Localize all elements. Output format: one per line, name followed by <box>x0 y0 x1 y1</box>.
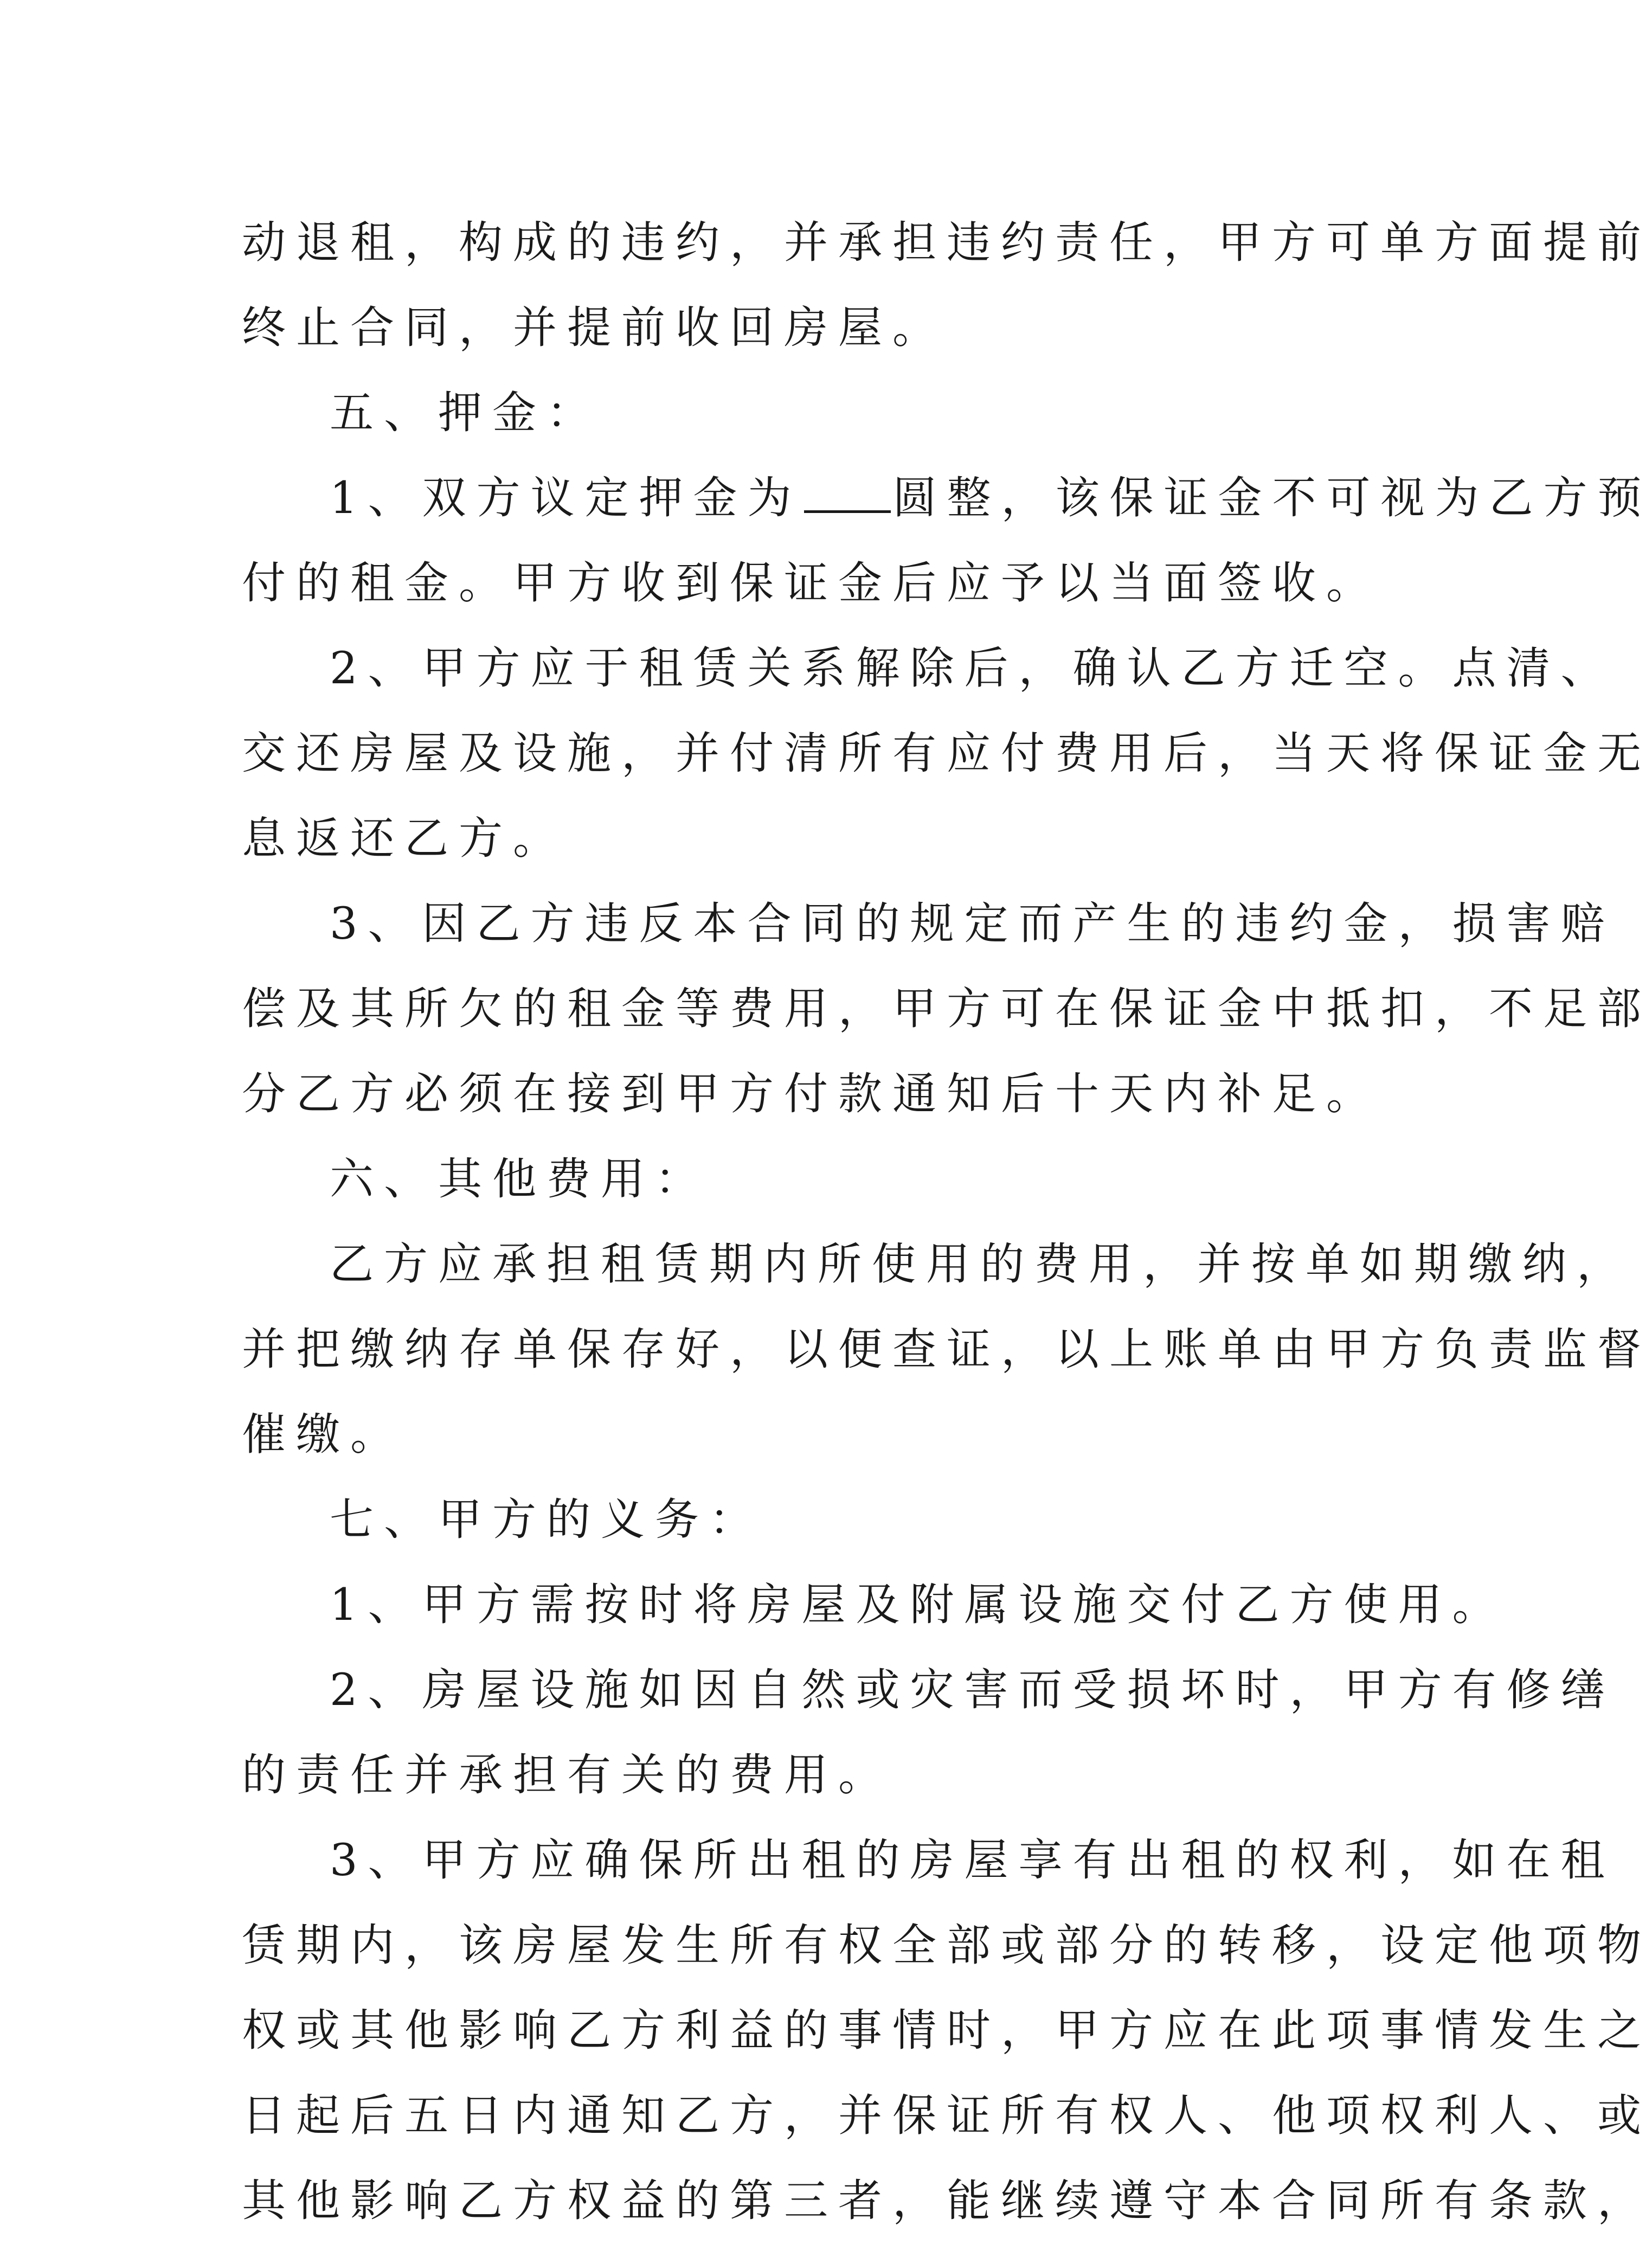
text-line: 并把缴纳存单保存好，以便查证，以上账单由甲方负责监督 <box>242 1324 1652 1375</box>
text-line: 交还房屋及设施，并付清所有应付费用后，当天将保证金无 <box>242 728 1652 779</box>
contract-body <box>242 201 1652 2244</box>
text-line: 终止合同，并提前收回房屋。 <box>242 303 947 354</box>
clause-5-1-cont <box>242 541 1381 626</box>
clause-7-3 <box>242 1818 1615 1903</box>
text-line: 3、甲方应确保所出租的房屋享有出租的权利，如在租 <box>330 1835 1615 1886</box>
text-line: 偿及其所欠的租金等费用，甲方可在保证金中抵扣，不足部 <box>242 984 1652 1035</box>
clause-5-3 <box>242 882 1615 967</box>
clause-text: 1、双方议定押金为 <box>330 473 802 524</box>
text-line: 2、房屋设施如因自然或灾害而受损坏时，甲方有修缮 <box>330 1665 1615 1716</box>
text-line: 催缴。 <box>242 1409 405 1460</box>
text-line: 2、甲方应于租赁关系解除后，确认乙方迁空。点清、 <box>330 643 1615 694</box>
text-line: 权或其他影响乙方利益的事情时，甲方应在此项事情发生之 <box>242 2005 1652 2056</box>
text-line: 日起后五日内通知乙方，并保证所有权人、他项权利人、或 <box>242 2091 1652 2142</box>
clause-5-1 <box>242 456 1652 541</box>
clause-5-3-cont <box>242 967 1652 1137</box>
clause-6-cont <box>242 1307 1652 1478</box>
section-heading-other-fees: 六、其他费用： <box>330 1154 710 1205</box>
paragraph-continued-termination <box>242 201 1652 371</box>
text-line: 息返还乙方。 <box>242 813 568 864</box>
text-line: 的责任并承担有关的费用。 <box>242 1750 893 1801</box>
clause-text: 圆整，该保证金不可视为乙方预 <box>892 473 1652 524</box>
text-line: 乙方应承担租赁期内所使用的费用，并按单如期缴纳， <box>330 1239 1631 1290</box>
clause-7-2-cont <box>242 1733 1326 1818</box>
clause-5-2 <box>242 626 1615 711</box>
fill-in-blank <box>804 507 891 513</box>
text-line: 动退租，构成的违约，并承担违约责任，甲方可单方面提前 <box>242 217 1652 268</box>
clause-7-2 <box>242 1648 1615 1733</box>
text-line: 付的租金。甲方收到保证金后应予以当面签收。 <box>242 558 1381 609</box>
section-heading-party-a-obligations: 七、甲方的义务： <box>330 1495 764 1546</box>
text-line: 分乙方必须在接到甲方付款通知后十天内补足。 <box>242 1069 1381 1120</box>
clause-7-3-cont <box>242 1903 1652 2244</box>
text-line: 其他影响乙方权益的第三者，能继续遵守本合同所有条款， <box>242 2176 1652 2227</box>
clause-7-1 <box>242 1563 1507 1648</box>
text-line: 3、因乙方违反本合同的规定而产生的违约金，损害赔 <box>330 899 1615 950</box>
clause-5-2-cont <box>242 711 1652 882</box>
text-line: 1、甲方需按时将房屋及附属设施交付乙方使用。 <box>330 1580 1507 1631</box>
section-heading-deposit: 五、押金： <box>330 388 601 439</box>
text-line: 赁期内，该房屋发生所有权全部或部分的转移，设定他项物 <box>242 1920 1652 1971</box>
clause-6 <box>242 1222 1631 1307</box>
